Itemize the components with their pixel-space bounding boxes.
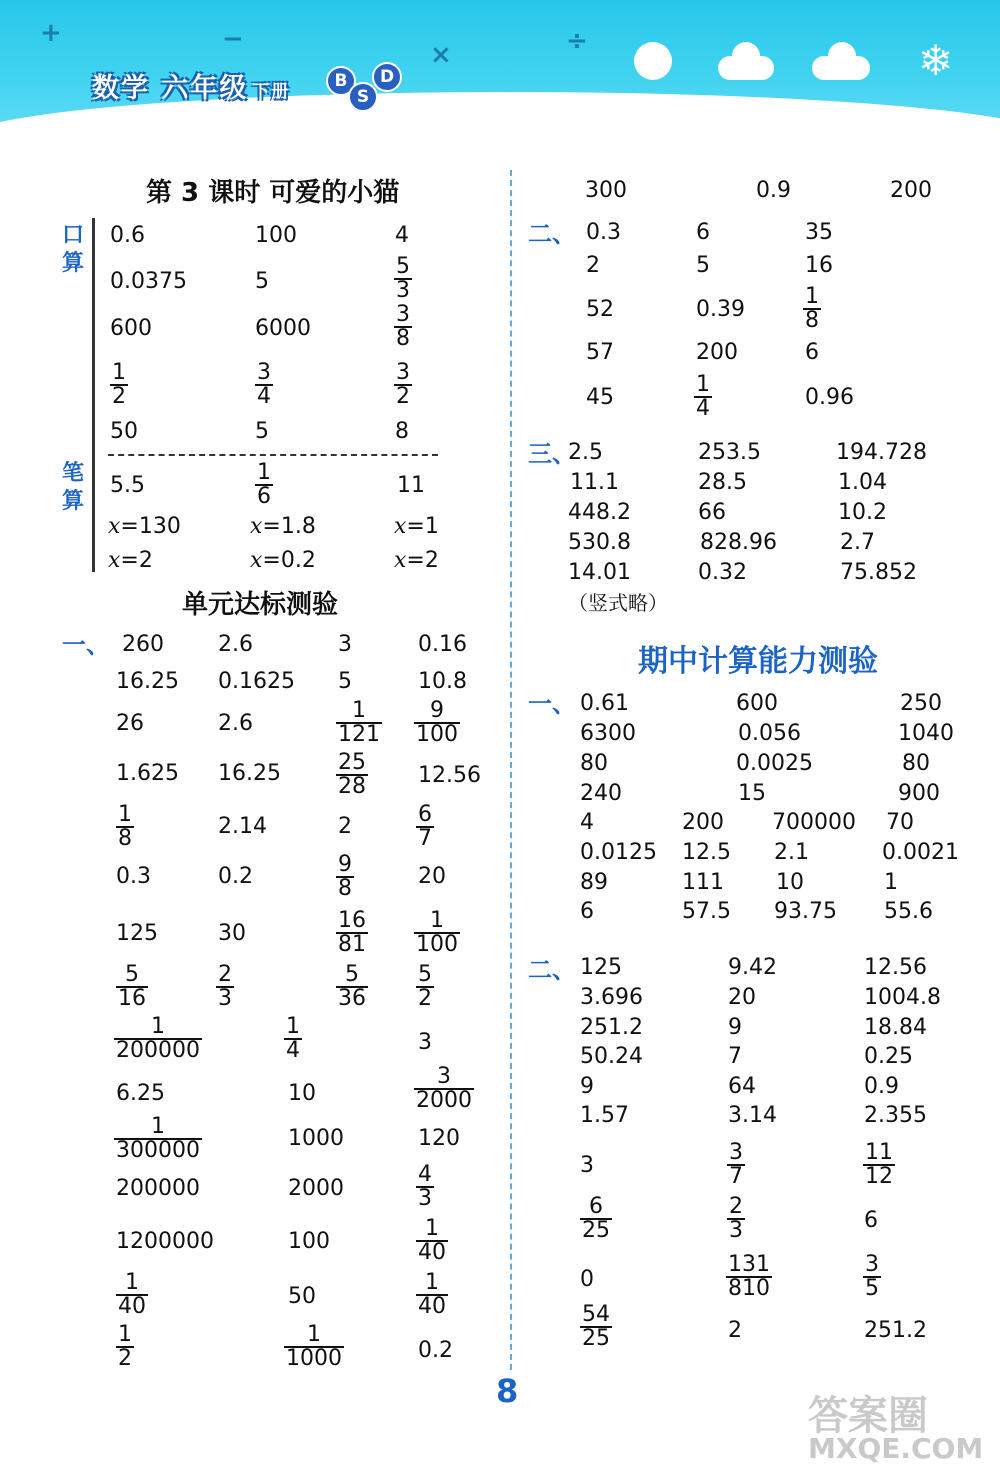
answer: 9.42: [728, 955, 777, 980]
column-divider: [510, 170, 512, 1370]
answer-fraction: $\frac{4}{3}$: [418, 1162, 432, 1211]
bsd-logo-d: D: [372, 62, 402, 92]
answer-fraction: $\frac{54}{25}$: [582, 1302, 610, 1351]
bsd-logo-s: S: [348, 82, 378, 112]
answer: 18.84: [864, 1015, 927, 1040]
answer: 5: [255, 269, 269, 294]
answer: 52: [586, 297, 614, 322]
answer: 12.56: [418, 763, 481, 788]
answer: 260: [122, 632, 164, 657]
answer: 6: [864, 1208, 878, 1233]
answer: 1.625: [116, 761, 179, 786]
answer: 1004.8: [864, 985, 941, 1010]
equation-answer: x=1.8: [250, 514, 316, 539]
answer: 120: [418, 1126, 460, 1151]
answer: 3.696: [580, 985, 643, 1010]
section-separator: [108, 454, 438, 456]
vertical-calc-note: （竖式略）: [568, 591, 668, 615]
answer: 2.6: [218, 632, 253, 657]
answer-fraction: $\frac{6}{7}$: [418, 802, 432, 851]
answer: 0: [580, 1267, 594, 1292]
answer: 194.728: [836, 440, 927, 465]
answer-fraction: $\frac{1}{100}$: [416, 908, 458, 957]
answer: 600: [110, 316, 152, 341]
answer: 448.2: [568, 500, 631, 525]
section-label: 二、: [528, 956, 576, 984]
page-header-banner: [0, 0, 1000, 140]
answer-fraction: $\frac{3}{7}$: [729, 1140, 743, 1189]
answer: 1.04: [838, 470, 887, 495]
answer: 57: [586, 340, 614, 365]
answer-fraction: $\frac{1}{6}$: [257, 460, 271, 509]
answer: 1.57: [580, 1103, 629, 1128]
answer: 0.0125: [580, 840, 657, 865]
answer: 10: [288, 1081, 316, 1106]
answer: 0.9: [864, 1074, 899, 1099]
answer: 0.2: [218, 864, 253, 889]
answer: 8: [395, 419, 409, 444]
answer-fraction: $\frac{11}{12}$: [865, 1140, 893, 1189]
answer: 12.5: [682, 840, 731, 865]
answer: 0.0375: [110, 269, 187, 294]
answer: 10.2: [838, 500, 887, 525]
answer: 9: [728, 1015, 742, 1040]
answer: 2: [728, 1318, 742, 1343]
answer: 125: [580, 955, 622, 980]
answer: 20: [418, 864, 446, 889]
bisuan-label: 笔 算: [62, 461, 85, 514]
unit-test-title: 单元达标测验: [182, 590, 339, 620]
answer: 0.39: [696, 297, 745, 322]
answer: 2.1: [774, 840, 809, 865]
answer: 15: [738, 781, 766, 806]
answer: 2.5: [568, 440, 603, 465]
times-icon: ×: [430, 40, 452, 70]
answer-fraction: $\frac{1}{2}$: [112, 360, 126, 409]
answer: 100: [288, 1229, 330, 1254]
answer-fraction: $\frac{3}{4}$: [257, 360, 271, 409]
answer: 0.3: [116, 864, 151, 889]
answer: 6000: [255, 316, 311, 341]
answer: 3: [580, 1153, 594, 1178]
section-label: 二、: [528, 220, 576, 248]
answer-fraction: $\frac{1}{121}$: [338, 698, 380, 747]
answer: 2: [586, 253, 600, 278]
answer-fraction: $\frac{6}{25}$: [582, 1194, 610, 1243]
answer: 66: [698, 500, 726, 525]
answer-fraction: $\frac{1}{300000}$: [116, 1114, 200, 1163]
answer: 14.01: [568, 560, 631, 585]
answer: 0.32: [698, 560, 747, 585]
answer: 600: [736, 691, 778, 716]
equation-answer: x=2: [394, 548, 439, 573]
answer: 0.3: [586, 220, 621, 245]
answer: 80: [580, 751, 608, 776]
answer: 7: [728, 1044, 742, 1069]
midterm-title: 期中计算能力测验: [638, 644, 878, 679]
answer-fraction: $\frac{5}{36}$: [338, 962, 366, 1011]
answer-fraction: $\frac{5}{16}$: [118, 962, 146, 1011]
section-label: 一、: [528, 690, 576, 718]
answer: 1200000: [116, 1229, 214, 1254]
answer: 11.1: [570, 470, 619, 495]
answer: 26: [116, 711, 144, 736]
answer: 50.24: [580, 1044, 643, 1069]
answer-fraction: $\frac{3}{5}$: [865, 1252, 879, 1301]
equation-answer: x=2: [108, 548, 153, 573]
answer: 2.7: [840, 530, 875, 555]
answer-fraction: $\frac{2}{3}$: [729, 1194, 743, 1243]
answer-fraction: $\frac{131}{810}$: [728, 1252, 770, 1301]
answer: 3: [338, 632, 352, 657]
answer: 200: [890, 178, 932, 203]
answer: 12.56: [864, 955, 927, 980]
lesson-title: 第 3 课时 可爱的小猫: [146, 178, 400, 208]
answer: 6: [580, 899, 594, 924]
answer-fraction: $\frac{1}{4}$: [696, 372, 710, 421]
answer: 2.14: [218, 814, 267, 839]
answer: 0.96: [805, 385, 854, 410]
answer: 2.6: [218, 711, 253, 736]
answer: 0.0021: [882, 840, 959, 865]
answer: 6.25: [116, 1081, 165, 1106]
answer: 4: [395, 223, 409, 248]
answer-fraction: $\frac{5}{3}$: [396, 254, 410, 303]
book-title: 数学 六年级 下册: [92, 73, 291, 104]
equation-answer: x=130: [108, 514, 181, 539]
answer: 0.2: [418, 1338, 453, 1363]
minus-icon: −: [222, 24, 244, 54]
answer: 0.16: [418, 632, 467, 657]
answer: 89: [580, 870, 608, 895]
answer: 900: [898, 781, 940, 806]
answer-fraction: $\frac{9}{8}$: [338, 852, 352, 901]
answer: 10.8: [418, 669, 467, 694]
answer: 6: [805, 340, 819, 365]
answer: 3: [418, 1030, 432, 1055]
answer: 55.6: [884, 899, 933, 924]
answer-fraction: $\frac{9}{100}$: [416, 698, 458, 747]
answer: 0.6: [110, 223, 145, 248]
answer: 6: [696, 220, 710, 245]
answer: 2: [338, 814, 352, 839]
answer: 5: [255, 419, 269, 444]
answer-fraction: $\frac{1}{2}$: [118, 1322, 132, 1371]
answer: 0.1625: [218, 669, 295, 694]
plus-icon: +: [40, 18, 62, 48]
answer: 5: [696, 253, 710, 278]
answer: 16: [805, 253, 833, 278]
answer: 9: [580, 1074, 594, 1099]
section-label: 一、: [62, 631, 110, 659]
bsd-logo-b: B: [326, 66, 356, 96]
answer: 11: [397, 473, 425, 498]
answer-fraction: $\frac{5}{2}$: [418, 962, 432, 1011]
sun-icon: [634, 42, 672, 80]
answer: 5.5: [110, 473, 145, 498]
page-number: 8: [496, 1372, 519, 1410]
answer: 0.0025: [736, 751, 813, 776]
answer-fraction: $\frac{16}{81}$: [338, 908, 366, 957]
answer: 200000: [116, 1176, 200, 1201]
answer-fraction: $\frac{1}{8}$: [805, 284, 819, 333]
answer-fraction: $\frac{1}{4}$: [286, 1014, 300, 1063]
answer: 240: [580, 781, 622, 806]
answer: 3.14: [728, 1103, 777, 1128]
answer: 251.2: [864, 1318, 927, 1343]
answer: 16.25: [218, 761, 281, 786]
answer: 0.61: [580, 691, 629, 716]
answer-fraction: $\frac{1}{1000}$: [286, 1322, 342, 1371]
answer: 4: [580, 810, 594, 835]
answer: 50: [110, 419, 138, 444]
answer: 1000: [288, 1126, 344, 1151]
answer: 0.056: [738, 721, 801, 746]
answer-fraction: $\frac{25}{28}$: [338, 750, 366, 799]
section-bar: [92, 218, 95, 572]
answer: 530.8: [568, 530, 631, 555]
answer: 300: [585, 178, 627, 203]
answer-fraction: $\frac{1}{8}$: [118, 802, 132, 851]
answer: 251.2: [580, 1015, 643, 1040]
answer: 125: [116, 921, 158, 946]
equation-answer: x=1: [394, 514, 439, 539]
answer: 10: [776, 870, 804, 895]
watermark-logo: 答案圈: [808, 1393, 928, 1439]
answer: 35: [805, 220, 833, 245]
answer: 16.25: [116, 669, 179, 694]
answer: 5: [338, 669, 352, 694]
answer-fraction: $\frac{1}{40}$: [118, 1270, 146, 1319]
answer: 75.852: [840, 560, 917, 585]
answer: 0.9: [756, 178, 791, 203]
kousuan-label: 口 算: [62, 223, 85, 276]
answer: 100: [255, 223, 297, 248]
equation-answer: x=0.2: [250, 548, 316, 573]
answer: 253.5: [698, 440, 761, 465]
answer-fraction: $\frac{3}{2000}$: [416, 1064, 472, 1113]
answer: 28.5: [698, 470, 747, 495]
answer: 1040: [898, 721, 954, 746]
answer: 50: [288, 1284, 316, 1309]
answer: 200: [682, 810, 724, 835]
answer: 20: [728, 985, 756, 1010]
answer: 1: [884, 870, 898, 895]
answer-fraction: $\frac{1}{200000}$: [116, 1014, 200, 1063]
answer: 80: [902, 751, 930, 776]
answer: 45: [586, 385, 614, 410]
answer: 700000: [772, 810, 856, 835]
section-label: 三、: [528, 440, 576, 468]
answer: 828.96: [700, 530, 777, 555]
answer: 64: [728, 1074, 756, 1099]
answer: 250: [900, 691, 942, 716]
answer: 0.25: [864, 1044, 913, 1069]
divide-icon: ÷: [566, 26, 588, 56]
answer-fraction: $\frac{1}{40}$: [418, 1270, 446, 1319]
snowflake-icon: ❄: [918, 36, 954, 85]
answer: 57.5: [682, 899, 731, 924]
answer-fraction: $\frac{1}{40}$: [418, 1216, 446, 1265]
answer: 2000: [288, 1176, 344, 1201]
answer: 93.75: [774, 899, 837, 924]
answer: 111: [682, 870, 724, 895]
answer-fraction: $\frac{3}{2}$: [396, 360, 410, 409]
answer-fraction: $\frac{2}{3}$: [218, 962, 232, 1011]
watermark-url: MXQE.COM: [808, 1432, 984, 1465]
answer: 30: [218, 921, 246, 946]
answer: 70: [886, 810, 914, 835]
answer-fraction: $\frac{3}{8}$: [396, 302, 410, 351]
answer: 6300: [580, 721, 636, 746]
answer: 200: [696, 340, 738, 365]
answer: 2.355: [864, 1103, 927, 1128]
